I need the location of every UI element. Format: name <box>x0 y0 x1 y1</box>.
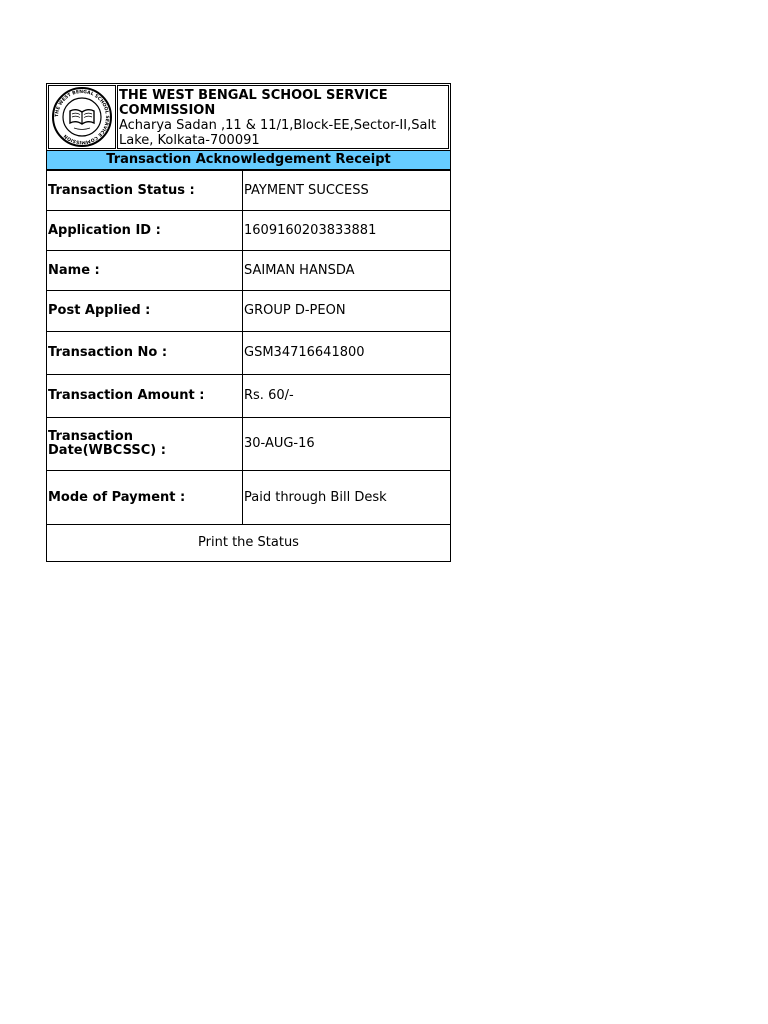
mode-of-payment-value: Paid through Bill Desk <box>243 471 451 525</box>
organization-name: THE WEST BENGAL SCHOOL SERVICE COMMISSION <box>119 88 388 118</box>
mode-of-payment-label: Mode of Payment : <box>47 471 243 525</box>
post-applied-label: Post Applied : <box>47 291 243 332</box>
transaction-status-value: PAYMENT SUCCESS <box>243 171 451 211</box>
acknowledgement-receipt <box>46 83 451 562</box>
wbssc-seal-icon <box>51 86 113 148</box>
transaction-details-table <box>46 170 451 562</box>
application-id-label: Application ID : <box>47 211 243 251</box>
table-row <box>47 171 451 211</box>
receipt-title: Transaction Acknowledgement Receipt <box>46 151 451 170</box>
table-row <box>47 418 451 471</box>
organization-info <box>117 85 449 149</box>
transaction-status-label: Transaction Status : <box>47 171 243 211</box>
transaction-no-value: GSM34716641800 <box>243 332 451 375</box>
transaction-amount-label: Transaction Amount : <box>47 375 243 418</box>
table-row <box>47 375 451 418</box>
print-status-button[interactable]: Print the Status <box>47 525 451 562</box>
application-id-value: 1609160203833881 <box>243 211 451 251</box>
name-value: SAIMAN HANSDA <box>243 251 451 291</box>
transaction-date-label: Transaction Date(WBCSSC) : <box>47 418 243 471</box>
table-row <box>47 211 451 251</box>
table-row <box>47 291 451 332</box>
organization-address: Acharya Sadan ,11 & 11/1,Block-EE,Sector-II,Salt Lake, Kolkata-700091 <box>119 118 437 148</box>
transaction-no-label: Transaction No : <box>47 332 243 375</box>
receipt-header <box>46 83 451 151</box>
post-applied-value: GROUP D-PEON <box>243 291 451 332</box>
table-row <box>47 332 451 375</box>
transaction-date-value: 30-AUG-16 <box>243 418 451 471</box>
table-row <box>47 251 451 291</box>
table-row <box>47 471 451 525</box>
logo-cell <box>48 85 116 149</box>
seal-text: THE WEST BENGAL SCHOOL SERVICE COMMISSION <box>54 89 110 145</box>
name-label: Name : <box>47 251 243 291</box>
transaction-amount-value: Rs. 60/- <box>243 375 451 418</box>
print-row <box>47 525 451 562</box>
